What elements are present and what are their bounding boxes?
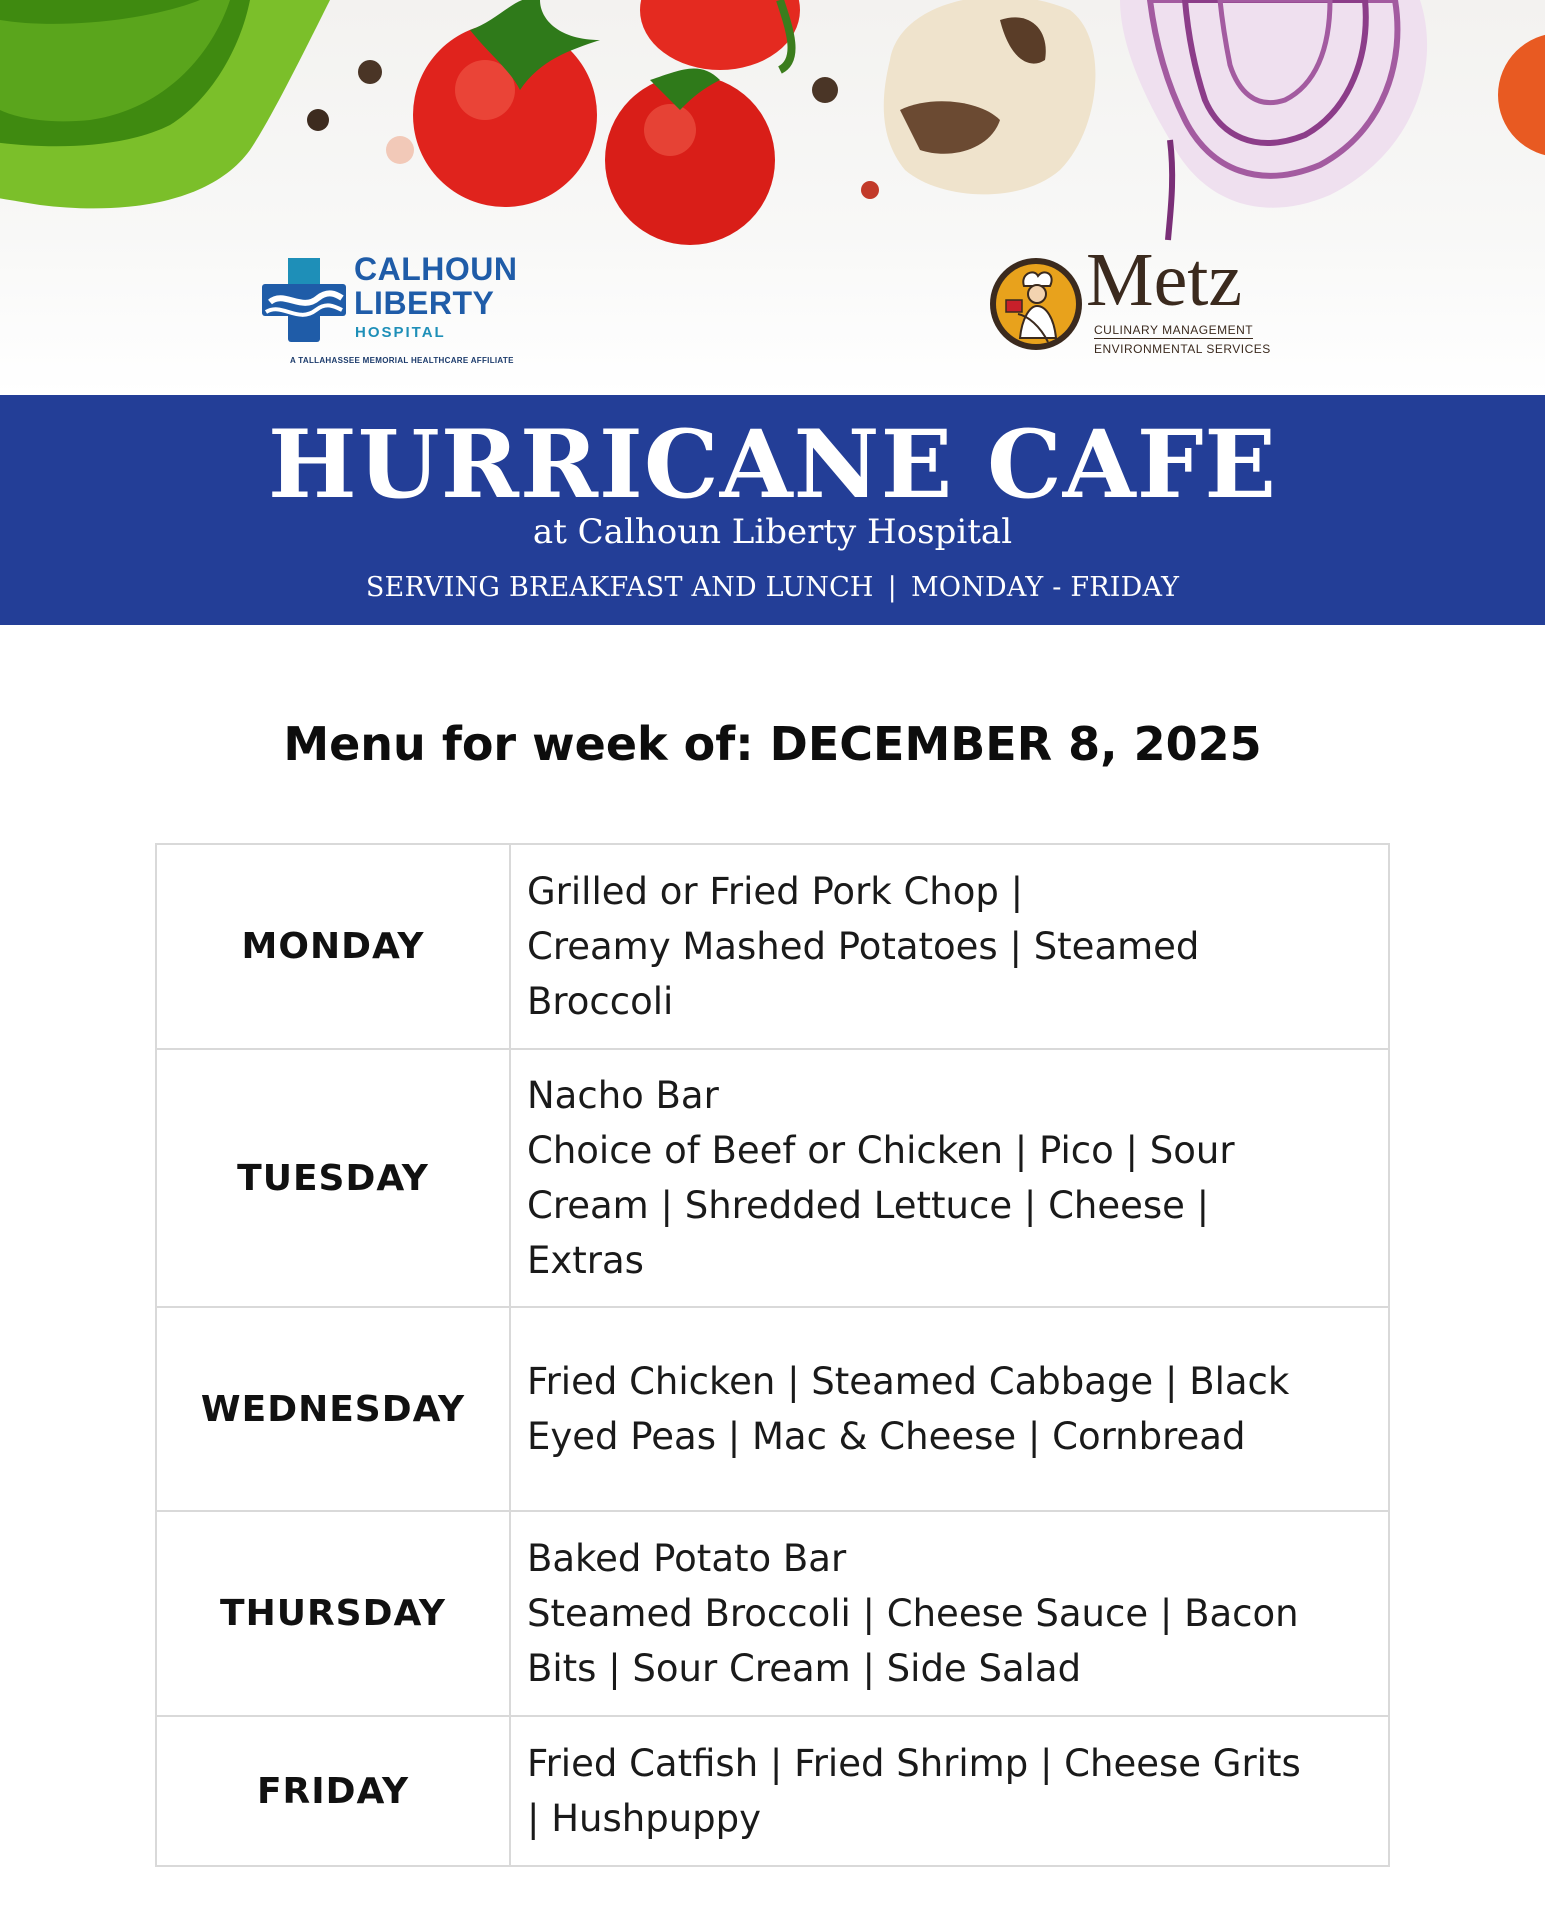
calhoun-liberty-hospital-logo — [262, 252, 542, 370]
menu-line: Grilled or Fried Pork Chop | — [527, 870, 1024, 913]
tagline-separator: | — [887, 572, 897, 603]
menu-line: Eyed Peas | Mac & Cheese | Cornbread — [527, 1415, 1246, 1458]
menu-line: | Hushpuppy — [527, 1797, 762, 1840]
menu-line: Extras — [527, 1239, 644, 1282]
clh-name-line2: LIBERTY — [354, 285, 495, 321]
weekly-menu-table — [155, 843, 1390, 1867]
clh-name-line3: HOSPITAL — [355, 324, 446, 341]
day-label: TUESDAY — [156, 1049, 510, 1307]
day-label: WEDNESDAY — [156, 1307, 510, 1511]
cafe-title: HURRICANE CAFE — [267, 410, 1278, 520]
menu-items — [510, 1511, 1389, 1716]
menu-week-heading: Menu for week of: DECEMBER 8, 2025 — [283, 717, 1262, 771]
metz-name: Metz — [1086, 238, 1243, 322]
day-label: MONDAY — [156, 844, 510, 1049]
clh-name-line1: CALHOUN — [354, 251, 518, 287]
tagline-days: MONDAY - FRIDAY — [910, 572, 1180, 603]
clh-affiliate-text: A TALLAHASSEE MEMORIAL HEALTHCARE AFFILIATE — [290, 356, 514, 365]
menu-items — [510, 844, 1389, 1049]
menu-items — [510, 1049, 1389, 1307]
metz-tagline-culinary: CULINARY MANAGEMENT — [1094, 323, 1254, 337]
table-row-tuesday — [156, 1049, 1389, 1307]
menu-line: Broccoli — [527, 980, 674, 1023]
metz-logo — [988, 238, 1288, 362]
chef-badge-icon — [988, 256, 1084, 352]
cafe-subtitle: at Calhoun Liberty Hospital — [532, 512, 1013, 552]
menu-items — [510, 1307, 1389, 1511]
day-label: THURSDAY — [156, 1511, 510, 1716]
menu-line: Choice of Beef or Chicken | Pico | Sour — [527, 1129, 1235, 1172]
day-label: FRIDAY — [156, 1716, 510, 1866]
table-row-wednesday — [156, 1307, 1389, 1511]
cafe-banner — [0, 395, 1545, 625]
menu-line: Nacho Bar — [527, 1074, 719, 1117]
clh-name — [354, 252, 517, 320]
hospital-cross-icon — [262, 258, 346, 342]
hero-photo — [0, 0, 1545, 395]
menu-line: Bits | Sour Cream | Side Salad — [527, 1647, 1082, 1690]
table-row-friday — [156, 1716, 1389, 1866]
menu-line: Steamed Broccoli | Cheese Sauce | Bacon — [527, 1592, 1299, 1635]
vegetables-illustration — [0, 0, 1545, 395]
table-row-thursday — [156, 1511, 1389, 1716]
menu-line: Fried Chicken | Steamed Cabbage | Black — [527, 1360, 1290, 1403]
menu-line: Cream | Shredded Lettuce | Cheese | — [527, 1184, 1210, 1227]
menu-items — [510, 1716, 1389, 1866]
metz-tagline-environmental: ENVIRONMENTAL SERVICES — [1094, 342, 1271, 356]
tagline-meals: SERVING BREAKFAST AND LUNCH — [365, 572, 874, 603]
menu-line: Baked Potato Bar — [527, 1537, 847, 1580]
cafe-tagline — [0, 571, 1545, 605]
table-row-monday — [156, 844, 1389, 1049]
menu-line: Creamy Mashed Potatoes | Steamed — [527, 925, 1200, 968]
menu-line: Fried Catfish | Fried Shrimp | Cheese Grits — [527, 1742, 1301, 1785]
